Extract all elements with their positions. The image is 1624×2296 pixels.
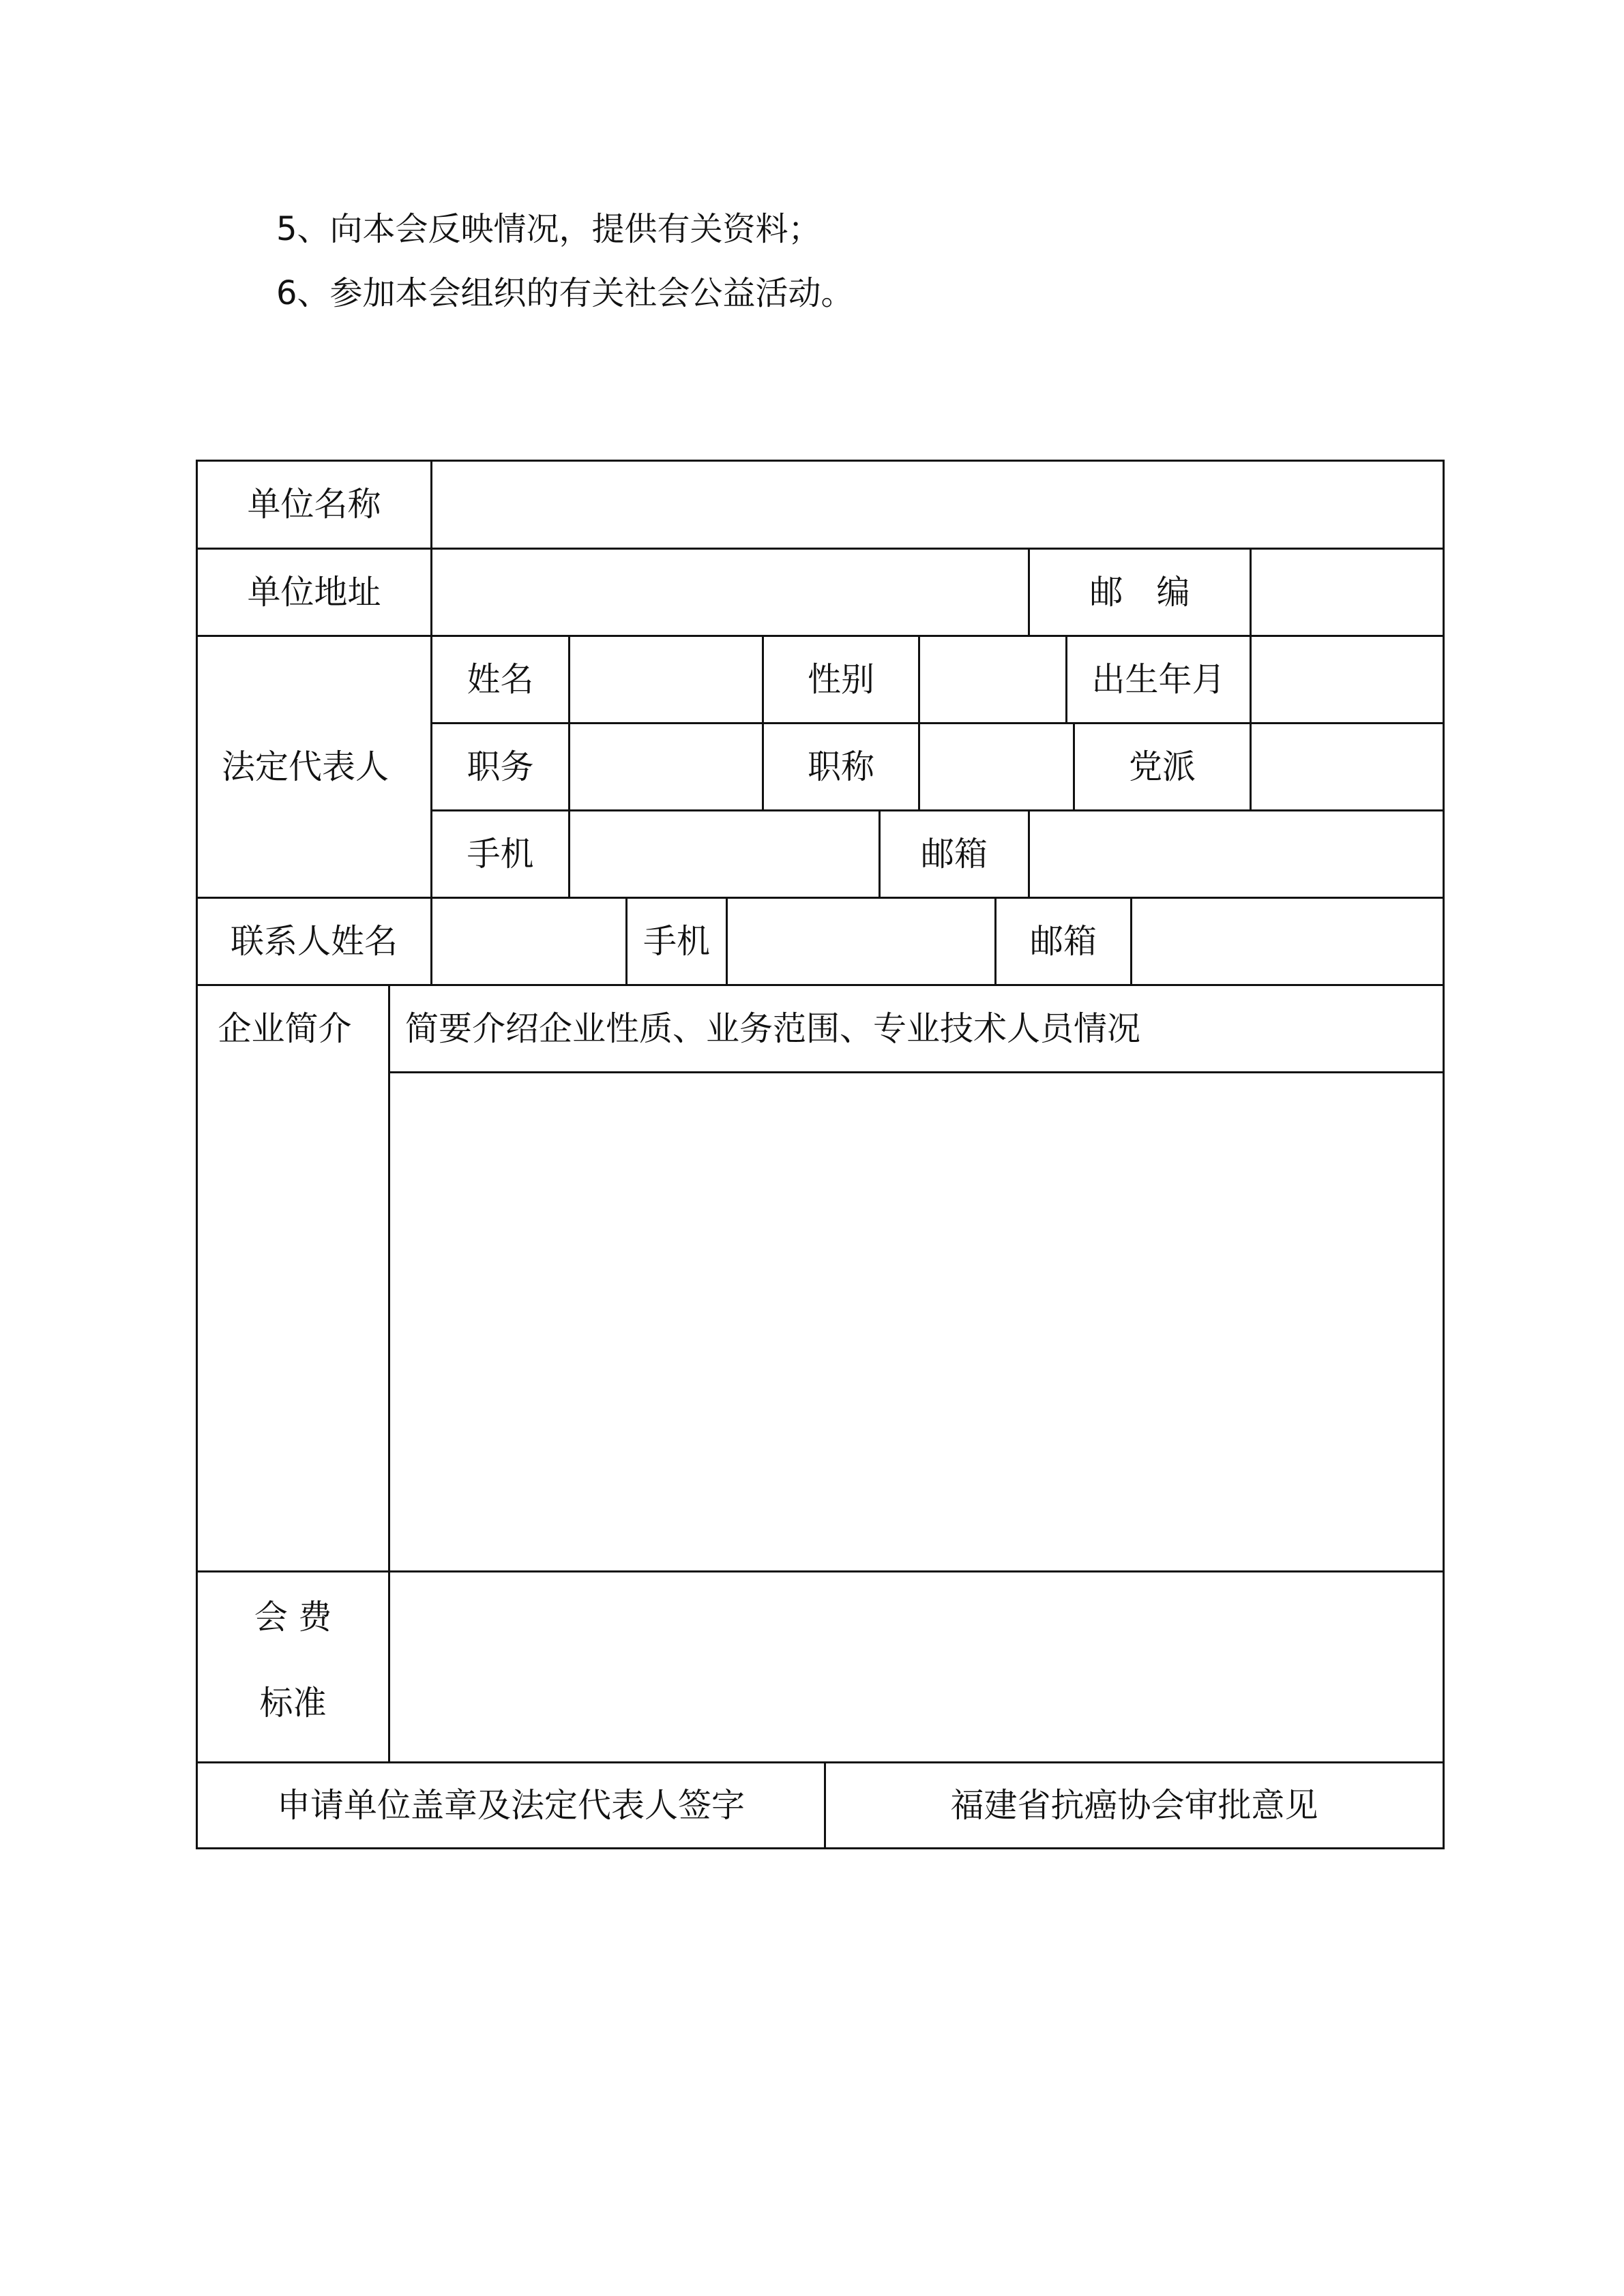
legal-rep-label: 法定代表人 [221, 747, 389, 786]
legal-rep-title-field[interactable] [920, 724, 1073, 809]
postcode-label: 邮 编 [1089, 572, 1190, 612]
legal-rep-party-field[interactable] [1252, 724, 1443, 809]
approval-label: 福建省抗癌协会审批意见 [950, 1785, 1318, 1825]
legal-rep-birth-label: 出生年月 [1091, 659, 1226, 699]
legal-rep-gender-label: 性别 [807, 659, 874, 699]
legal-rep-birth-field[interactable] [1252, 637, 1443, 722]
contact-email-field[interactable] [1132, 899, 1443, 984]
applicant-seal-label: 申请单位盖章及法定代表人签字 [276, 1785, 745, 1825]
fee-field[interactable] [390, 1572, 1443, 1761]
legal-rep-mobile-label: 手机 [467, 834, 534, 874]
contact-name-label: 联系人姓名 [230, 921, 398, 961]
legal-rep-email-field[interactable] [1030, 811, 1443, 897]
unit-address-field[interactable] [432, 550, 1028, 635]
contact-mobile-field[interactable] [728, 899, 994, 984]
legal-rep-mobile-field[interactable] [570, 811, 879, 897]
legal-rep-position-field[interactable] [570, 724, 762, 809]
contact-email-label: 邮箱 [1029, 921, 1097, 961]
company-intro-field[interactable] [390, 1073, 1443, 1570]
intro-item-5: 5、向本会反映情况，提供有关资料； [276, 210, 821, 248]
legal-rep-name-field[interactable] [570, 637, 762, 722]
legal-rep-gender-field[interactable] [920, 637, 1065, 722]
legal-rep-position-label: 职务 [467, 747, 534, 786]
legal-rep-title-label: 职称 [807, 747, 874, 786]
fee-label-line2: 标准 [259, 1684, 327, 1723]
legal-rep-party-label: 党派 [1128, 747, 1196, 786]
postcode-field[interactable] [1252, 550, 1443, 635]
contact-name-field[interactable] [432, 899, 625, 984]
company-intro-hint: 简要介绍企业性质、业务范围、专业技术人员情况 [405, 1009, 1141, 1048]
fee-label-line1: 会 费 [254, 1598, 332, 1637]
intro-item-6: 6、参加本会组织的有关社会公益活动。 [276, 274, 854, 312]
unit-name-label: 单位名称 [247, 485, 381, 524]
unit-address-label: 单位地址 [247, 572, 381, 612]
company-intro-label: 企业简介 [218, 1009, 352, 1048]
membership-application-form [196, 460, 1445, 1849]
legal-rep-email-label: 邮箱 [920, 834, 988, 874]
unit-name-field[interactable] [432, 462, 1443, 548]
contact-mobile-label: 手机 [643, 921, 710, 961]
legal-rep-name-label: 姓名 [467, 659, 534, 699]
